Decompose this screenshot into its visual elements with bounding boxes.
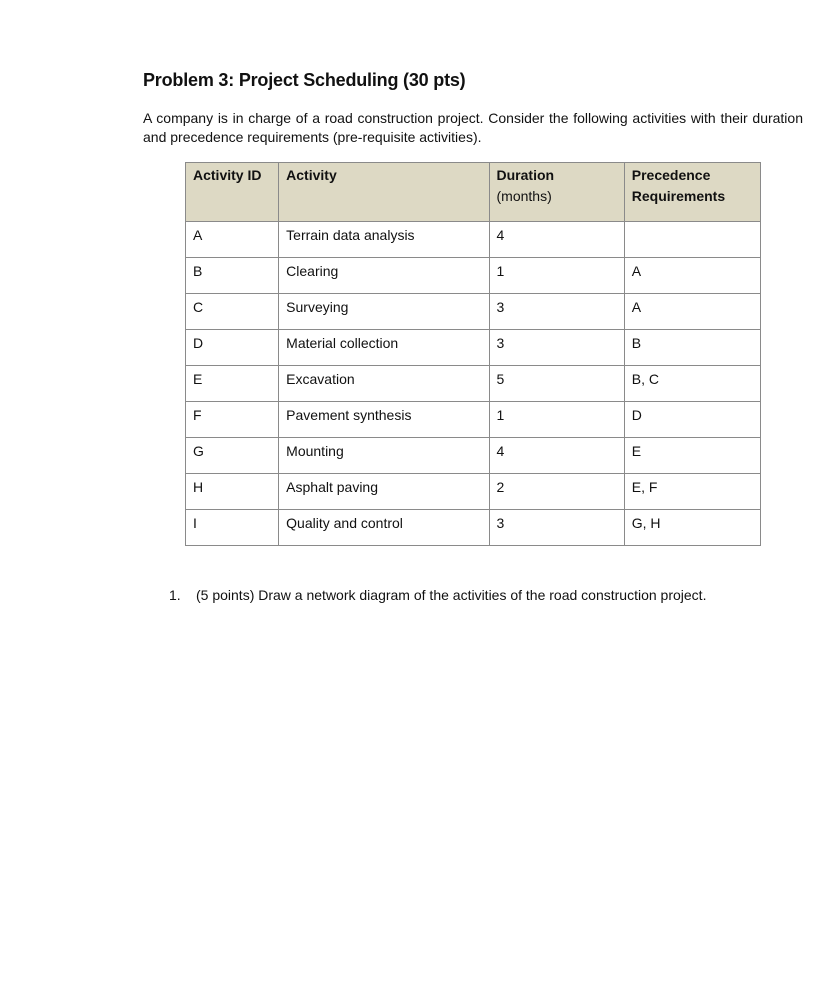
problem-title: Problem 3: Project Scheduling (30 pts) xyxy=(143,70,466,90)
cell-activity: Clearing xyxy=(279,258,489,294)
activity-table xyxy=(185,162,761,546)
question-1 xyxy=(169,587,706,603)
table-header-row xyxy=(186,163,761,222)
cell-activity: Pavement synthesis xyxy=(279,402,489,438)
table-row xyxy=(186,438,761,474)
table-row xyxy=(186,402,761,438)
cell-duration: 3 xyxy=(489,510,624,546)
cell-activity-id: B xyxy=(186,258,279,294)
cell-precedence: B xyxy=(624,330,760,366)
cell-precedence: E, F xyxy=(624,474,760,510)
cell-activity: Surveying xyxy=(279,294,489,330)
table-row xyxy=(186,222,761,258)
header-duration-unit: (months) xyxy=(496,188,552,204)
cell-activity-id: C xyxy=(186,294,279,330)
cell-duration: 4 xyxy=(489,222,624,258)
table-row xyxy=(186,366,761,402)
table-row xyxy=(186,294,761,330)
cell-duration: 3 xyxy=(489,330,624,366)
cell-duration: 1 xyxy=(489,258,624,294)
header-activity: Activity xyxy=(279,163,489,222)
table-row xyxy=(186,474,761,510)
cell-precedence: G, H xyxy=(624,510,760,546)
activity-table-body xyxy=(186,222,761,546)
cell-activity: Terrain data analysis xyxy=(279,222,489,258)
cell-activity: Asphalt paving xyxy=(279,474,489,510)
header-duration-label: Duration xyxy=(496,167,555,183)
question-number: 1. xyxy=(169,587,181,603)
cell-duration: 4 xyxy=(489,438,624,474)
cell-precedence: E xyxy=(624,438,760,474)
cell-precedence: B, C xyxy=(624,366,760,402)
header-precedence: Precedence Requirements xyxy=(624,163,760,222)
cell-precedence xyxy=(624,222,760,258)
problem-intro: A company is in charge of a road construction project. Consider the following activities with their duration and precedence requirements (pre-requisite activities). xyxy=(143,110,803,145)
table-row xyxy=(186,330,761,366)
cell-activity: Mounting xyxy=(279,438,489,474)
cell-activity-id: A xyxy=(186,222,279,258)
cell-duration: 2 xyxy=(489,474,624,510)
cell-activity-id: D xyxy=(186,330,279,366)
cell-activity: Excavation xyxy=(279,366,489,402)
cell-activity-id: H xyxy=(186,474,279,510)
cell-precedence: D xyxy=(624,402,760,438)
cell-precedence: A xyxy=(624,258,760,294)
cell-duration: 1 xyxy=(489,402,624,438)
question-text: (5 points) Draw a network diagram of the activities of the road construction project. xyxy=(196,587,707,603)
cell-precedence: A xyxy=(624,294,760,330)
cell-activity-id: E xyxy=(186,366,279,402)
header-activity-id: Activity ID xyxy=(186,163,279,222)
cell-duration: 3 xyxy=(489,294,624,330)
cell-activity-id: F xyxy=(186,402,279,438)
table-row xyxy=(186,510,761,546)
cell-activity-id: I xyxy=(186,510,279,546)
table-row xyxy=(186,258,761,294)
cell-activity: Material collection xyxy=(279,330,489,366)
cell-duration: 5 xyxy=(489,366,624,402)
header-duration xyxy=(489,163,624,222)
cell-activity: Quality and control xyxy=(279,510,489,546)
cell-activity-id: G xyxy=(186,438,279,474)
